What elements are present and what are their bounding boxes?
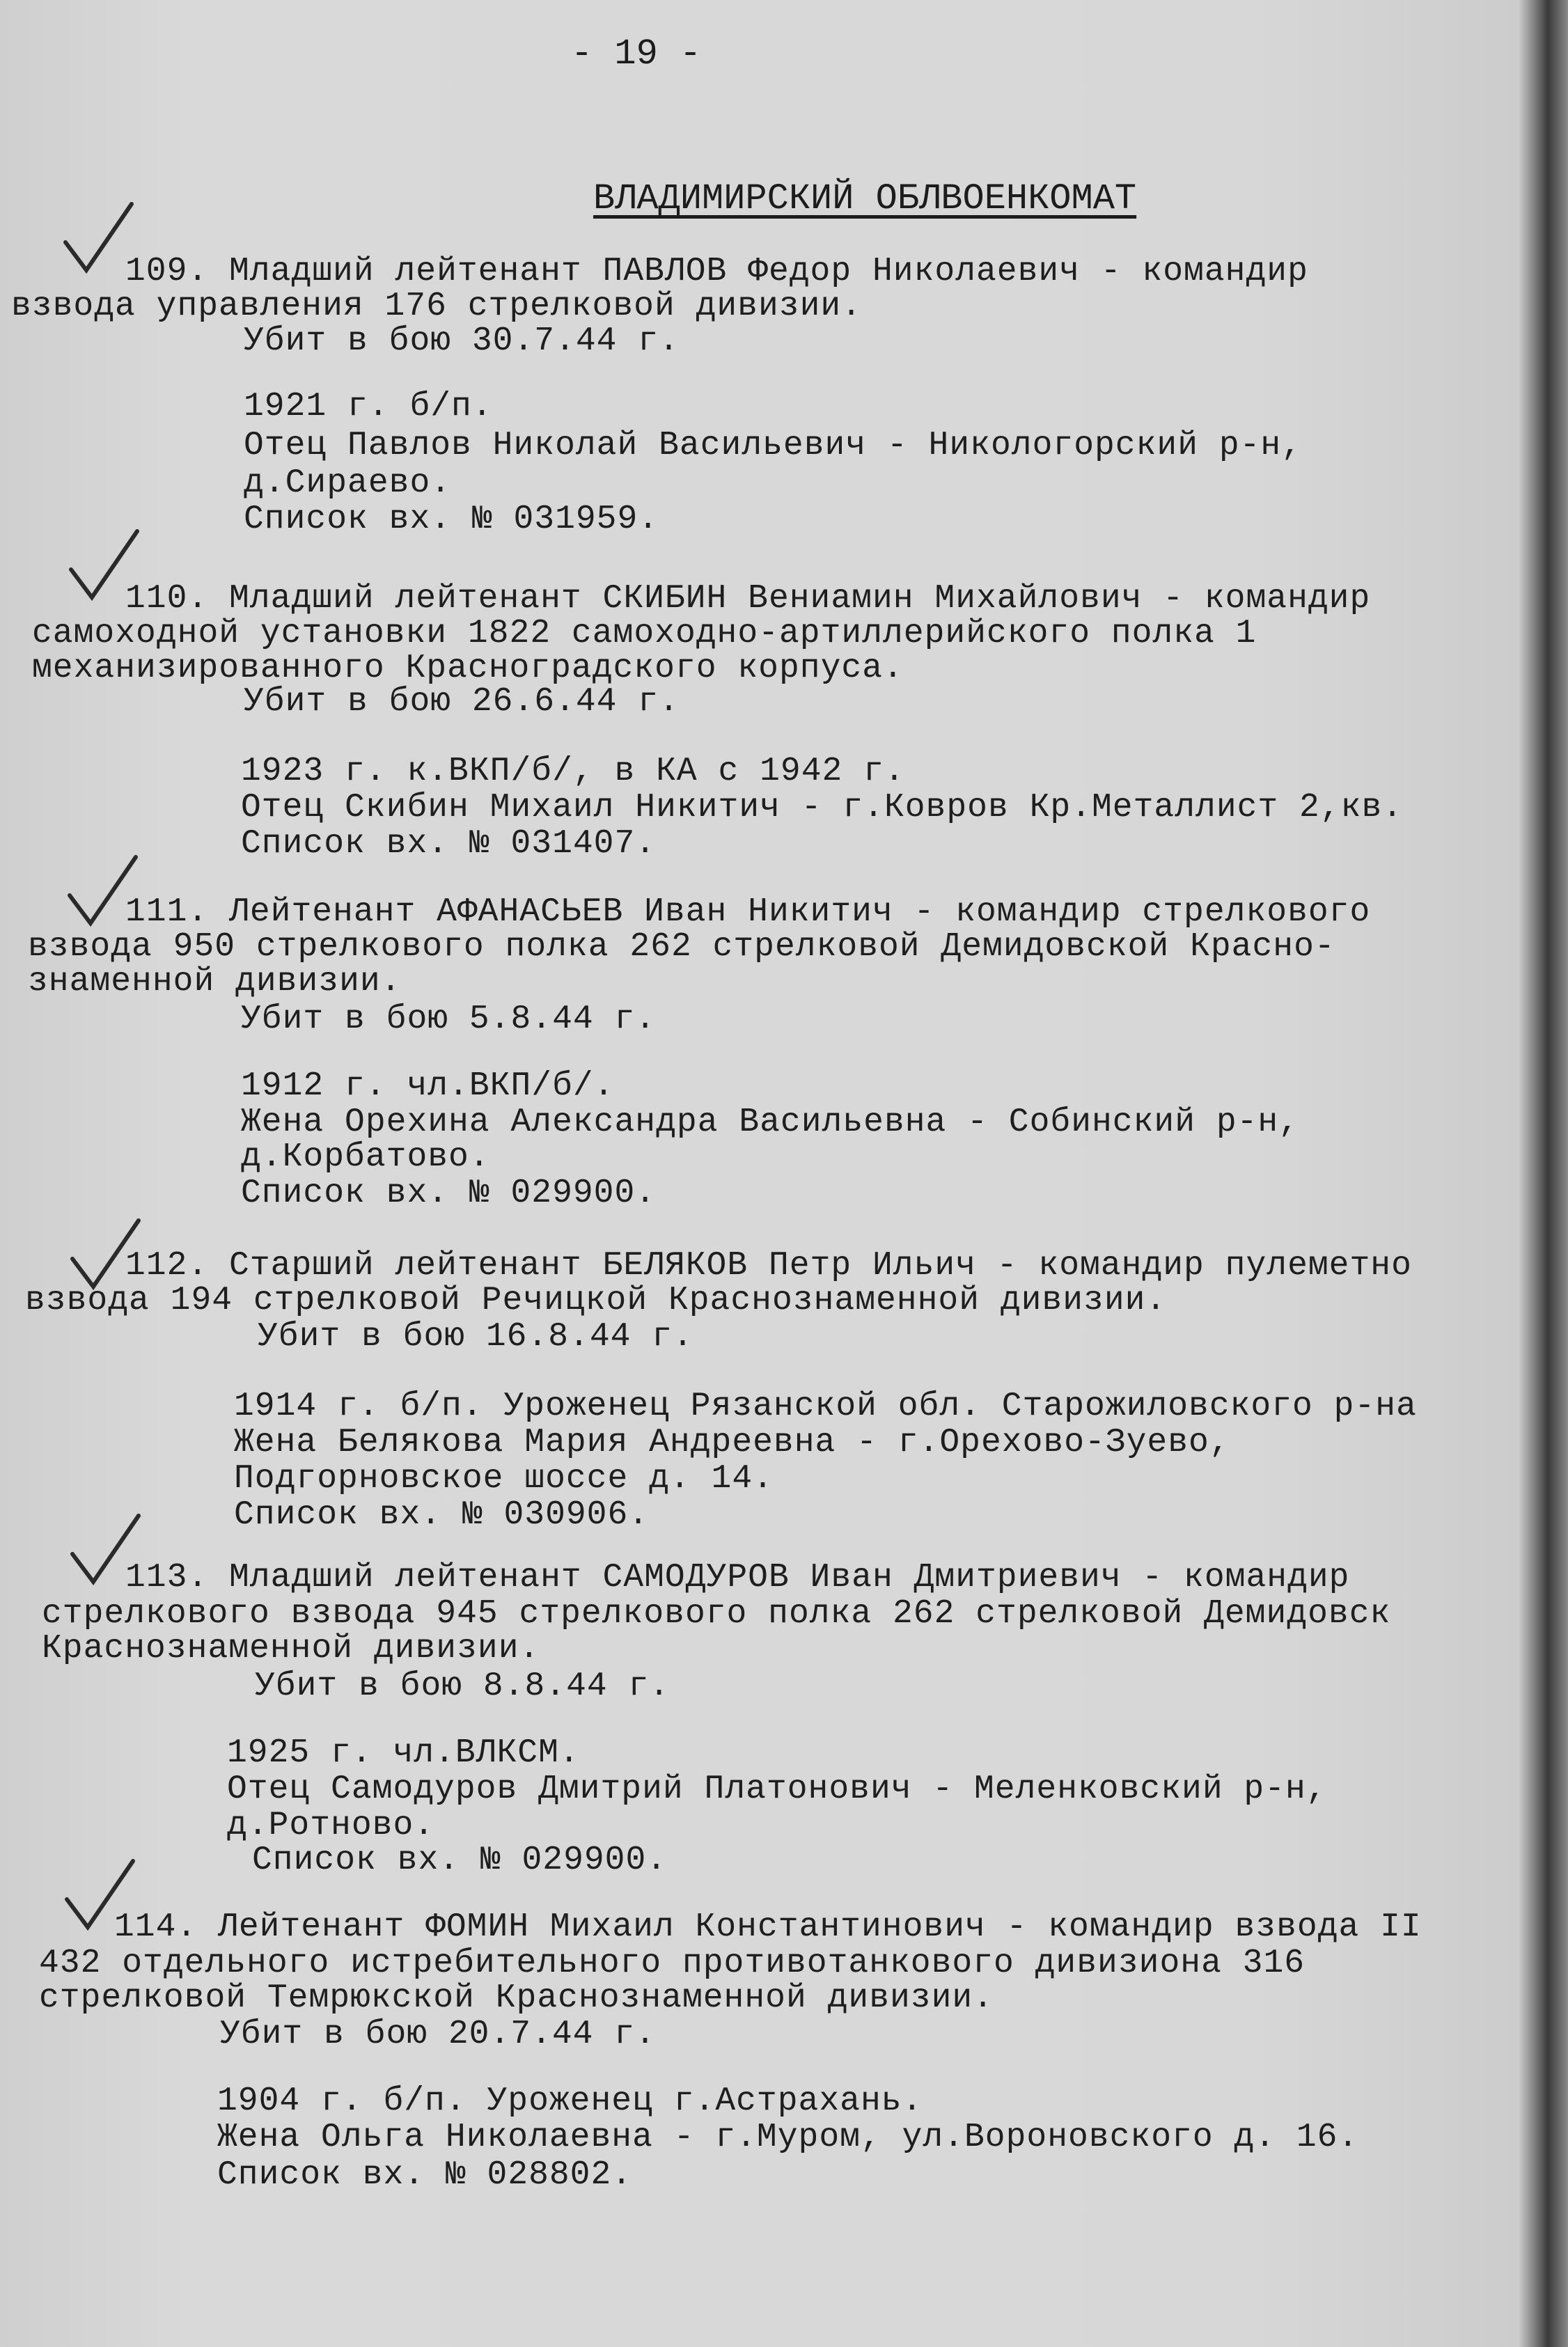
entry-111-line-3: знаменной дивизии.	[28, 963, 402, 1000]
entry-112-line-3: Убит в бою 16.8.44 г.	[258, 1318, 693, 1356]
document-heading: ВЛАДИМИРСКИЙ ОБЛВОЕНКОМАТ	[593, 178, 1137, 219]
entry-111-line-6: Жена Орехина Александра Васильевна - Собинский р-н,	[241, 1104, 1300, 1141]
entry-109-line-7: Список вх. № 031959.	[244, 501, 659, 538]
entry-112-line-6: Подгорновское шоссе д. 14.	[234, 1460, 774, 1498]
entry-111-line-2: взвода 950 стрелкового полка 262 стрелковой Демидовской Красно-	[28, 928, 1335, 966]
entry-110-line-4: Убит в бою 26.6.44 г.	[244, 683, 680, 721]
entry-110-line-2: самоходной установки 1822 самоходно-артиллерийского полка 1	[32, 615, 1257, 652]
entry-113-line-1: 113. Младший лейтенант САМОДУРОВ Иван Дмитриевич - командир	[125, 1559, 1350, 1596]
entry-113-line-7: д.Ротново.	[227, 1807, 435, 1844]
entry-109-line-6: д.Сираево.	[244, 464, 452, 502]
entry-110-line-5: 1923 г. к.ВКП/б/, в КА с 1942 г.	[241, 753, 905, 790]
page-number: - 19 -	[571, 33, 702, 74]
entry-109-line-4: 1921 г. б/п.	[244, 388, 493, 425]
entry-111-line-4: Убит в бою 5.8.44 г.	[241, 1000, 657, 1038]
entry-109-line-3: Убит в бою 30.7.44 г.	[244, 322, 680, 360]
entry-109-line-1: 109. Младший лейтенант ПАВЛОВ Федор Николаевич - командир	[125, 253, 1308, 290]
entry-114-line-1: 114. Лейтенант ФОМИН Михаил Константинович - командир взвода II	[114, 1908, 1422, 1946]
page-edge-shadow	[1518, 0, 1568, 2347]
entry-112-line-2: взвода 194 стрелковой Речицкой Краснознаменной дивизии.	[25, 1282, 1167, 1319]
entry-111-line-1: 111. Лейтенант АФАНАСЬЕВ Иван Никитич - командир стрелкового	[125, 893, 1371, 931]
entry-112-line-5: Жена Белякова Мария Андреевна - г.Орехово-Зуево,	[234, 1424, 1230, 1461]
entry-114-line-6: Жена Ольга Николаевна - г.Муром, ул.Вороновского д. 16.	[217, 2119, 1359, 2156]
entry-114-line-4: Убит в бою 20.7.44 г.	[220, 2016, 656, 2053]
entry-112-line-7: Список вх. № 030906.	[234, 1496, 650, 1534]
entry-114-line-3: стрелковой Темрюкской Краснознаменной дивизии.	[39, 1979, 994, 2017]
entry-113-line-3: Краснознаменной дивизии.	[42, 1630, 540, 1667]
entry-114-line-2: 432 отдельного истребительного противотанкового дивизиона 316	[39, 1945, 1306, 1982]
entry-110-line-7: Список вх. № 031407.	[241, 825, 657, 863]
entry-113-line-2: стрелкового взвода 945 стрелкового полка 262 стрелковой Демидовск	[42, 1595, 1391, 1633]
entry-110-line-1: 110. Младший лейтенант СКИБИН Вениамин Михайлович - командир	[125, 580, 1371, 618]
entry-112-line-4: 1914 г. б/п. Уроженец Рязанской обл. Старожиловского р-на	[234, 1388, 1417, 1425]
entry-110-line-3: механизированного Красноградского корпуса.	[32, 650, 904, 687]
entry-114-line-7: Список вх. № 028802.	[217, 2156, 633, 2194]
entry-114-line-5: 1904 г. б/п. Уроженец г.Астрахань.	[217, 2082, 923, 2120]
entry-111-line-5: 1912 г. чл.ВКП/б/.	[241, 1067, 615, 1105]
entry-109-line-5: Отец Павлов Николай Васильевич - Никологорский р-н,	[244, 427, 1303, 464]
entry-111-line-7: д.Корбатово.	[241, 1138, 490, 1176]
entry-109-line-2: взвода управления 176 стрелковой дивизии.	[11, 288, 862, 325]
entry-113-line-5: 1925 г. чл.ВЛКСМ.	[227, 1734, 580, 1772]
entry-110-line-6: Отец Скибин Михаил Никитич - г.Ковров Кр.Металлист 2,кв.	[241, 789, 1404, 826]
entry-113-line-6: Отец Самодуров Дмитрий Платонович - Меленковский р-н,	[227, 1771, 1327, 1808]
entry-113-line-4: Убит в бою 8.8.44 г.	[255, 1667, 671, 1705]
entry-113-line-8: Список вх. № 029900.	[252, 1842, 668, 1879]
entry-112-line-1: 112. Старший лейтенант БЕЛЯКОВ Петр Ильич - командир пулеметно	[125, 1247, 1412, 1285]
entry-111-line-8: Список вх. № 029900.	[241, 1175, 657, 1212]
